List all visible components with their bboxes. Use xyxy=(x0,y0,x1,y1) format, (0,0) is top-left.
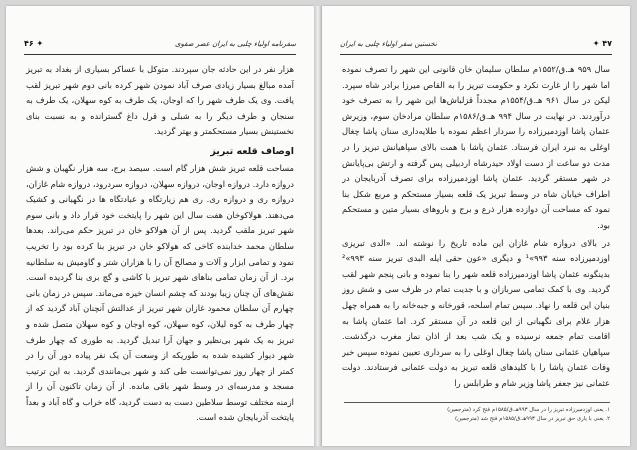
left-page-number: ۴۶ ✦ xyxy=(24,39,44,48)
book-gutter xyxy=(314,6,322,446)
right-page-number: ✦ ۴۷ xyxy=(592,39,612,48)
left-page-body xyxy=(26,62,294,428)
footnote-2: ۲. یعنی با یاری حق تبریز در سال ۹۹۳هـ.ق/۱۵۸۵م فتح شد (مترجمین) xyxy=(455,416,610,422)
right-paragraph-2: در بالای دروازه شام غازان این ماده تاریخ را نوشته اند. «الدى تبریزی اوزدمیرزاده سنه ۹۹۳»¹ و دیگری «عون حقی ایله البدی تبریز سنه ۹۹۳»² بدینگونه عثمان پاشا اوزدمیرزاده قلعه شهر را بنا نموده و بانی پنجم شهر لقب گردید. وی با کمک تمامی سربازان و با جدیت تمام در ظرف سی و شش روز بنیان این قلعه را نهاد. سپس تمام اسلحه، قورخانه و جبه‌خانه را به همراه چهل هزار غلام برای نگهبانی از این قلعه در آن مستقر کرد. اما عثمان پاشا به اقامت تمام جمعه نرسیده و یک شب بعد از اذان نماز مغرب درگذشت. سپاهیان عثمانی سنان پاشا چغال اوغلی را به سرداری تعیین نموده سپس خبر وفات عثمان پاشا را با کلیدهای قلعه تبریز به دولت عثمانی فرستادند. دولت عثمانی نیز جعفر پاشا وزیر شام و طرابلس را xyxy=(342,237,610,388)
left-paragraph-1: هزار نفر در این حادثه جان سپردند. متوکل با عساکر بسیاری از بغداد به تبریز آمده مبالغ بسیار زیادی صرف آباد نمودن شهر کرده بانی دوم شهر تبریز لقب یافت. وی یک طرف شهر را که اوجان، یک طرف به کوه سهلان، یک طرف به سنجان و طرف دیگر را به شبلی و قرل داغ گسترانده و به نسبت بنای نخستینش بسیار مستحکمتر و بهتر گردید. xyxy=(26,64,294,137)
left-page xyxy=(6,6,314,446)
right-page-body xyxy=(342,62,610,393)
left-page-header xyxy=(24,40,296,55)
left-running-title: سفرنامه اولیاء چلبی به ایران عصر صفوی xyxy=(174,40,296,48)
section-heading: اوصاف قلعه تبریز xyxy=(210,145,294,157)
footnote-1: ۱. یعنی اوزدمیرزاده تبریز را در سال ۹۹۳هـ.ق/۱۵۸۵م فتح کرد (مترجمین) xyxy=(447,407,610,413)
right-paragraph-1: سال ۹۵۹ هـ.ق/۱۵۵۲م سلطان سلیمان خان قانونی این شهر را تصرف نموده اما شهر را از غارت نکرد و حکومت تبریز را به القاص میرزا برادر شاه سپرد. لیکن در سال ۹۶۱ هـ.ق/۱۵۵۴م مجدداً قزلباش‌ها این شهر را به تصرف خود درآوردند. در نهایت در سال ۹۹۴ هـ.ق/۱۵۸۶م سلطان مرادخان سوم، وزیرش عثمان پاشا اوزدمیرزاده را سردار اعظم نموده با طلایه‌داری سنان پاشا چغال اوغلی به نبرد ایران فرستاد. عثمان پاشا با همت بالای سپاهیانش تبریز را در مدت دو ساعت از دست اولاد حیدرشاه اردبیلی پس گرفته و ارتش بی‌پایانش در شهر مستقر گردید. عثمان پاشا اوزدمیرزاده برای تصرف آذربایجان در اطراف خیابان شاه در وسط تبریز یک قلعه بسیار مستحکم و مربع شکل بنا نمود که مساحت آن دوازده هزار ذرع و برج و باروهای بسیار متین و مستحکم بود. xyxy=(342,64,610,230)
right-page xyxy=(322,6,630,446)
left-paragraph-2: مساحت قلعه تبریز شش هزار گام است. سیصد برج، سه هزار نگهبان و شش دروازه دارد. دروازه اوجان، دروازه سهلان، دروازه سردرود، دروازه شام غازان، دروازه ری و دروازه ری. ری هم زیارتگاه و عبادتگاه ها در نگهبانی و کشیک می‌دهند. هولاکوخان هفت سال این شهر را پایتخت خود قرار داد و بانی سوم شهر تبریز ملقب گردید. پس از آن هولاکو خان در تبریز حکم می‌راند. بعدها سلطان محمد خدابنده کاخی که هولاکو خان در تبریز بنا کرده بود را تخریب نمود و تمامی ابزار و آلات و مصالح آن را با هزاران شتر و گاومیش به سلطانیه برد. از آن زمان تمامی بناهای شهر تبریز با کاشی و گچ بری بنا گردیده است. نقش‌های آن چنان زیبا بودند که چشم انسان خیره می‌ماند. سپس در زمان بانی چهارم آن سلطان محمود غازان شهر تبریز از عدالتش آنچنان آباد گردید که از چهار طرف به کوه لیلان، کوه سهلان، کوه اوجان و کوه سهلان متصل شده و تبریز به یک شهر بی‌نظیر و جهان آرا تبدیل گردید. به طوری که چهار طرف شهر دیوار کشیده شده به طوریکه از وسعت آن یک نفر پیاده دور آن را در کمتر از چهار روز نمی‌توانست طی کند و شهر بی‌مانندی گردید. به این ترتیب مسجد و مدرسه‌ای در وسط شهر باقی مانده. از آن زمان تاکنون آن را از ازمنه مختلف توسط سلاطین دست به دست گردید، گاه خراب و گاه آباد و بعداً پایتخت آذربایجان شده است. xyxy=(26,162,294,423)
footnotes xyxy=(344,402,610,424)
right-page-header xyxy=(340,40,612,55)
right-running-title: نخستین سفر اولیاء چلبی به ایران xyxy=(340,40,437,48)
